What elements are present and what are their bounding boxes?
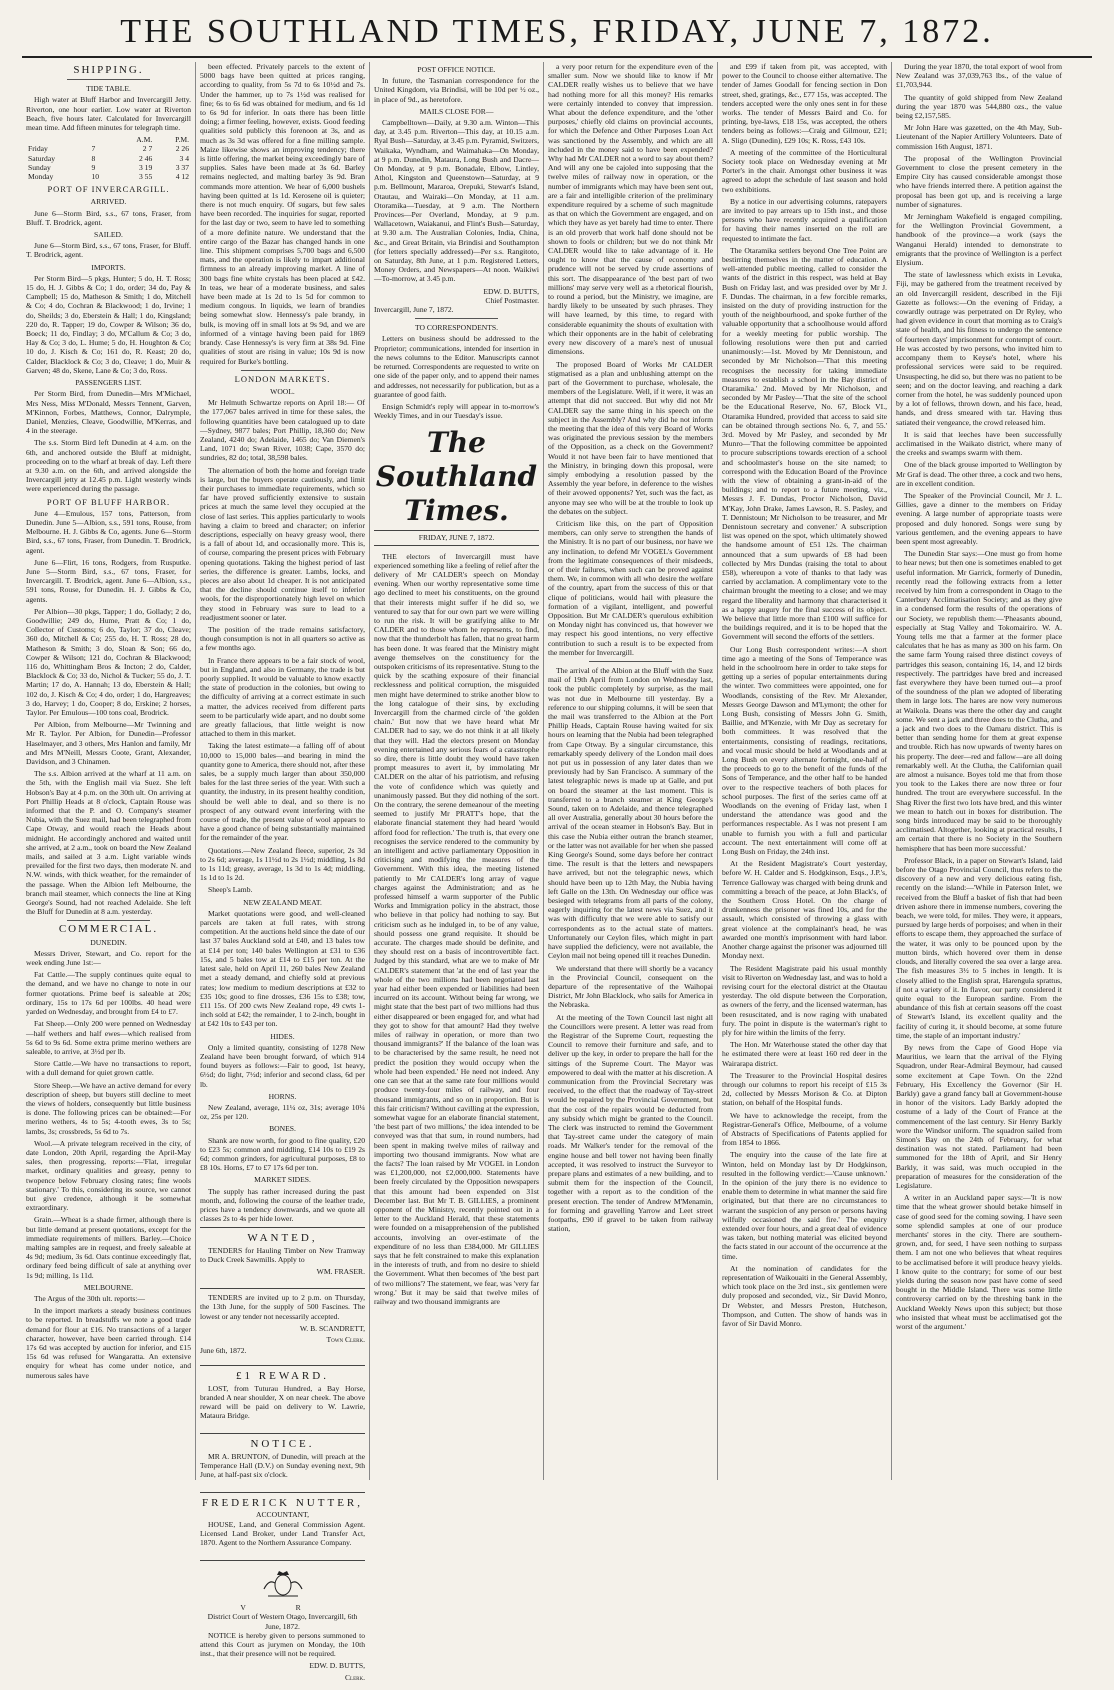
correspondents-heading: TO CORRESPONDENTS. xyxy=(415,323,498,333)
news-otaramika-school: The Otaramika settlers beyond One Tree Point are bestirring themselves in the matter of education. A well-attended public meeting, called to consider the wants of the district in this respect, was held at Bay Bush on Friday last, and was presided over by Mr J. F. Dundas. The chairman, in a few forcible remarks, insisted on the duty of providing instruction for the youth of the neighbourhood, and spoke further of the valuable opportunity that a schoolhouse would afford for a weekly meeting for public worship. The following resolutions were then put and carried unanimously:—1st. Moved by Mr Dennistoun, and seconded by Mr Nicholson—'That this meeting recognises the necessity for taking immediate measures to establish a school in the Bay district of Otaramika.' 2nd. Moved by Mr Nicholson, and seconded by Mr Pasley—'That the site of the school be the Educational Reserve, No. 67, Block VI., Otaramika Hundred, provided that access to said site can be obtained through sections No. 6, 7, and 55.' 3rd. Moved by Mr Pasley, and seconded by Mr Munro—'That the following committee be appointed to procure subscriptions towards erection of a school and schoolmaster's house on the site named; to correspond with the Education Board of the Province with the view of obtaining a grant-in-aid of the buildings; and to report to a future meeting, viz., Messrs J. F. Dundas, Proctor Nicholson, David M'Kay, John Drake, James Lawson, R. S. Pasley, and T. Dennistoun; Mr Nicholson to be treasurer, and Mr Dennistoun secretary and convener.' A subscription list was opened on the spot, which ultimately showed the handsome amount of £51 12s. The chairman announced that a sum upwards of £8 had been collected by Mrs Dundas (raising the total to about £58), whereupon a vote of thanks to that lady was carried by acclamation. A complimentary vote to the chairman brought the meeting to a close; and we may regard the liberality and harmony that characterised it as a happy augury for the final success of its object. We believe that little more than £100 will suffice for the buildings required, and it is to be hoped that the Government will second the efforts of the settlers. xyxy=(722,245,887,642)
news-red-deer: The Hon. Mr Waterhouse stated the other day that he estimated there were at least 160 red deer in the Wairarapa district. xyxy=(722,1040,887,1068)
ad-reward xyxy=(200,1365,365,1429)
tide-intro: High water at Bluff Harbor and Invercargill Jetty. Riverton, one hour earlier. Low water at Riverton Beach, five hours later. Calculated for Invercargill mean time. Add fifteen minutes for telegraph time. xyxy=(26,95,191,133)
tide-header-row xyxy=(26,135,191,144)
ad-court-signature: EDW. D. BUTTS, xyxy=(309,1661,365,1671)
inv-sailed: June 6—Storm Bird, s.s., 67 tons, Fraser, for Bluff. T. Brodrick, agent. xyxy=(26,241,191,260)
masthead-rule xyxy=(22,56,1092,58)
ad-notice xyxy=(200,1433,365,1488)
london-text-4: In France there appears to be a fair stock of wool, but in England, and also in Germany, the trade is but poorly supplied. It would be valuable to know exactly the state of production in the colonies, but owing to the difficulty of arriving at a correct estimate in such a matter, the advices received from different parts seem to be particularly wide apart, and no doubt some are greatly fallacious, that little weight is now attached to them in this market. xyxy=(200,655,365,739)
ad-wanted-signature: WM. FRASER. xyxy=(316,1266,365,1276)
commercial-heading: COMMERCIAL. xyxy=(58,923,159,936)
post-office-text: In future, the Tasmanian correspondence for the United Kingdom, via Brindisi, will be 10d per ½ oz., in place of 9d., as heretofore. xyxy=(374,76,539,104)
horns-heading: HORNS. xyxy=(268,1091,297,1101)
tide-row xyxy=(26,144,191,153)
tide-pm: 3 4 xyxy=(179,153,189,163)
tide-date: 8 xyxy=(91,153,96,163)
royal-crest-icon xyxy=(200,1569,365,1599)
tide-date: 9 xyxy=(91,162,96,172)
fat-cattle: Fat Cattle.—The supply continues quite equal to the demand, and we have no change to note in our former quotations. Prime beef is saleable at 20s; ordinary, 15s to 17s 6d per 100lbs. 40 head were yarded on Wednesday, and brought from £4 to £7. xyxy=(26,970,191,1017)
post-signature: EDW. D. BUTTS, xyxy=(483,286,539,296)
inv-passengers: Per Storm Bird, from Dunedin—Mrs M'Michael, Mrs Ness, Miss M'Donald, Messrs Tennent, Garven, M'Kinnon, Forbes, Matthews, Connor, Dalrymple, Daniel, Menzies, Cleave, Goodwillie, M'Kerras, and 4 in the steerage. xyxy=(26,389,191,436)
ad-wanted-title: WANTED, xyxy=(247,1232,318,1245)
tide-col-day xyxy=(26,135,89,144)
post-office-heading: POST OFFICE NOTICE. xyxy=(417,65,496,74)
ad-nutter xyxy=(200,1492,365,1556)
wool-heading: WOOL. xyxy=(270,386,295,396)
news-waikouaiti: At the nomination of candidates for the representation of Waikouaiti in the General Assembly, which took place on the 3rd inst., six gentlemen were duly proposed and seconded, viz., Sir David Monro, Dr Webster, and Messrs Preston, Hutcheson, Thompson, and Cutten. The show of hands was in favor of Sir David Monro. xyxy=(722,1263,887,1329)
ad-reward-title: £1 REWARD. xyxy=(236,1370,329,1383)
leader-conclusion: Criticism like this, on the part of Opposition members, can only serve to strengthen the hands of the Ministry. It is no part of our business, nor have we any inclination, to defend Mr VOGEL's Government from the legitimate consequences of their misdeeds, or of their failures, when such can be proved against them. We, in common with all who desire the welfare of the country, apart from the success of this or that clique of politicians, would hail with pleasure the formation of a vigilant, intelligent, and powerful Opposition. But Mr CALDER's querulous exhibition on Monday night has convinced us, that however we may respect his good intentions, no very effective contribution to such a result is to be expected from the member for Invercargill. xyxy=(548,518,713,657)
masthead: THE SOUTHLAND TIMES, FRIDAY, JUNE 7, 1872. xyxy=(120,13,994,50)
tide-row xyxy=(26,154,191,163)
inv-note: The s.s. Storm Bird left Dunedin at 4 a.m. on the 6th, and anchored outside the Bluff at midnight, proceeding on to the wharf at break of day. Left there at 9.30 a.m. on the 6th, and arrived alongside the Invercargill jetty at 12.45 p.m. Light westerly winds were experienced during the passage. xyxy=(26,438,191,494)
news-cape: By news from the Cape of Good Hope via Mauritius, we learn that the arrival of the Flying Squadron, under Rear-Admiral Beymour, had caused some excitement at Cape Town. On the 22nd February, His Excellency the Governor (Sir H. Barkly) gave a grand fancy ball at Government-house in honor of the visitors. Lady Barkly adopted the costume of a lady of the Court of France at the commencement of the last century. Sir Henry Barkly wore the Windsor uniform. The squadron sailed from Simon's Bay on the 24th of February, for what destination was not stated. Parliament had been summoned for the 18th of April, and Sir Henry Barkly, it was said, was much occupied in the preparation of measures for the consideration of the Legislature. xyxy=(896,1042,1062,1190)
news-horticultural: A meeting of the committee of the Horticultural Society took place on Wednesday evening at Mr Porter's in the chair. Amongst other business it was agreed to adopt the schedule of last season and hold two exhibitions. xyxy=(722,147,887,194)
crest-graphic xyxy=(260,1569,306,1599)
mails-text: Campbelltown—Daily, at 9.30 a.m. Winton—This day, at 3.45 p.m. Riverton—This day, at 10.15 a.m. Ryal Bush—Saturday, at 3.45 p.m. Pyramid, Switzers, Waikaka, Wyndham, and Waimahaka—On Monday, at 9 p.m. Dunedin, Mataura, Long Bush and Dacre—On Monday, at 9 p.m. Bonadale, Elbow, Lintley, Athol, Kingston and Queenstown—Saturday, at 9 p.m. Bellmount, Mararoa, Orepuki, Stewart's Island, Otautau, and Wairaki—On Monday, at 11 a.m. Otoramika—Tuesday, at 9 a.m. The Northern Provinces—Per Overland, Monday, at 9 p.m. Wallacetown, Waiakanui, and Flint's Bush—Saturday, at 9.30 a.m. The Australian Colonies, India, China, &c., and Great Britain, via Brindisi and Southampton (for letters specially addressed)—Per s.s. Rangitoto, on Saturday, 8th June, at 1 p.m. Registered Letters, Money Orders, and Newspapers—At noon. Waikiwi—To-morrow, at 3.45 p.m. xyxy=(374,118,539,284)
news-speaker-dinner: The Speaker of the Provincial Council, Mr J. L. Gillies, gave a dinner to the members on Friday evening. A large number of appropriate toasts were proposed and duly honored. Songs were sung by various gentlemen, and the evening appears to have been spent most agreeably. xyxy=(896,490,1062,546)
leader-continued: a very poor return for the expenditure even of the smaller sum. Now we should like to know if Mr CALDER really wishes us to believe that we have had nothing more for all this money? His remarks were certainly intended to convey that impression. What about the defence expenditure, and the 'other purposes,' chiefly old claims on provincial accounts, for which the Defence and Other Purposes Loan Act was sanctioned by the Assembly, and which are all included in the money said to have been expended? Why had Mr CALDER not a word to say about them? And will any one be cajoled into supposing that the twelve miles of railway now in operation, or the number of immigrants which may have been sent out, are a fair and intelligible criterion of the preliminary expenditure required by a scheme of such magnitude as that on which the Government are engaged, and on which they have as yet barely had time to enter. There is an old proverb that work half done should not be shown to fools or children; but we do not think Mr CALDER would like to take advantage of it. He ought to know that the cause of economy and prudence will not be served by crude assertions of this sort. The disappearance of 'the best part of two millions' may serve very well as a rhetorical flourish, to round a period, but the Ministry, we imagine, are hardly likely to be unseated by such phrases. They will have learned, by this time, to regard with considerable equanimity the shouts of exultation with which their opponents are in the habit of celebrating every new discovery of a mare's nest of unusual dimensions. xyxy=(548,62,713,357)
hides-text: Only a limited quantity, consisting of 1278 New Zealand have been brought forward, of which 914 found buyers as follows:—Fair to good, 1st heavy, 6½d; do light, 7½d; inferior and second class, 6d per lb. xyxy=(200,1042,365,1089)
tide-col-date xyxy=(89,135,113,144)
tide-col-am: A.M. xyxy=(136,135,153,145)
tide-col-pm: P.M. xyxy=(175,135,189,145)
tide-pm: 4 12 xyxy=(175,172,189,182)
news-albion-mail: The arrival of the Albion at the Bluff with the Suez mail of 19th April from London on Wednesday last, took the public completely by surprise, as the mail was not due in Melbourne till yesterday. By a reference to our shipping columns, it will be seen that the mail was transferred to the Albion at the Port Phillip Heads, Captain Rouse having waited for six hours on learning that the Nubia had been telegraphed from Cape Otway. By a singular circumstance, this remarkably speedy delivery of the London mail does not put us in possession of any later dates than we previously had by San Francisco. A summary of the latest telegraphic news is made up at Galle, and put on board the steamer at the last moment. This is transferred to a branch steamer at King George's Sound, taken on to Adelaide, and thence telegraphed all over Australia, generally about 30 hours before the arrival of the ocean steamer in Hobson's Bay. But in this case the Nubia either outran the branch steamer, or the latter was not available for her when she passed King George's Sound, some days before her contract time. The result is that the letters and newspapers have arrived, but not the telegraphic news, which should have been up to 12th May, the Nubia having left Galle on the 13th. On Wednesday our office was besieged with telegrams from all parts of the colony, eagerly inquiring for the latest news via Suez, and it was with difficulty that we were able to satisfy our correspondents as to the actual state of matters. Unfortunately our Ceylon files, which might in part have supplied the deficiency, were not available, the Ceylon mail not being opened till it reaches Dunedin. xyxy=(548,666,713,961)
sailed-label: SAILED. xyxy=(94,230,123,240)
news-long-bush: Our Long Bush correspondent writes:—A short time ago a meeting of the Sons of Temperance was held in the schoolroom here in order to take steps for getting up a series of popular entertainments during the winter. Two committees were appointed, one for Woodlands, consisting of the Rev. Mr Alexander, Messrs George Dawson and M'Lymont; the other for Long Bush, consisting of Messrs John G. Smith, Baillie, and M'Kenzie, with Mr Day as secretary for both committees. It was resolved that the entertainments, consisting of readings, recitations, and vocal music should be held at Woodlands and at Long Bush on every alternate fortnight, one-half of the proceeds to go to the benefit of the funds of the Sons of Temperance, and the other half to be handed over to the respective teachers of both places for school purposes. The first of the series came off at Woodlands on the evening of Friday last, when I understand the attendance was good and the performances respectable. As I was not present I am unable to furnish you with a full and particular account. The next entertainment will come off at Long Bush on Friday, the 24th inst. xyxy=(722,644,887,857)
melbourne-text: In the import markets a steady business continues to be reported. In breadstuffs we note a good trade demand for flour at £16. No transactions of a larger character, however, have been carried through. £14 17s 6d was accepted by auction for inferior, and £15 15s 6d was refused for Wangaratta. An extensive enquiry for wheat has come under notice, and numerous sales have xyxy=(26,1306,191,1380)
news-council-tenders: and £99 if taken from pit, was accepted, with power to the Council to choose either alternative. The tender of James Goodall for fencing section in Don street, shed, gratings, &c., £77 15s, was accepted. The tenders accepted were the only ones sent in for these works. The tender of Messrs Baird and Co. for printing, bye-laws, £18 15s, was accepted, the others tenders being as follows:—Craig and Gilmour, £21; A. Sligo (Dunedin), £29 10s; K. Ross, £43 10s. xyxy=(722,62,887,145)
news-grouse: One of the black grouse imported to Wellington by Mr Graf is dead. The other three, a cock and two hens, are in excellent condition. xyxy=(896,460,1062,488)
port-invercargill-heading: PORT OF INVERCARGILL. xyxy=(47,184,170,195)
bluff-imports: Per Albion—30 pkgs, Tapper; 1 do, Gollady; 2 do, Goodwillie; 249 do, Hume, Pratt & Co; 1 do, Collector of Customs; 6 do, Taylor; 37 do, Cleave; 360 do, Mitchell & Co; 255 do, H. T. Ross; 28 do, Matheson & Smith; 3 do, Sloan & Son; 66 do, Cowper & Wilson; 121 do, Cochran & Blackwood; 116 do, Whittingham Bros & Incton; 2 do, Calder, Blacklock & Co; 33 do, Nichol & Tucker; 55 do, J. T. Martin; 17 do, A. Hannah; 13 do, Eberstein & Hall; 102 do, J. Kisch & Co; 4 do, order; 1 do, Hargreaves; 3 do, Harvey; 1 do, Cooper; 8 do, Erskine; 2 horses, Taylor. Per Emulous—100 tons coal, Brodrick. xyxy=(26,606,191,717)
imports-label: IMPORTS. xyxy=(91,262,126,272)
ad-reward-text: LOST, from Tuturau Hundred, a Bay Horse, branded A near shoulder, X on near cheek. The above reward will be paid on delivery to W. Lawrie, Mataura Bridge. xyxy=(200,1383,365,1421)
fat-sheep: Fat Sheep.—Only 200 were penned on Wednesday—half wethers and half ewes—which realised from 5s 6d to 9s 6d. Some extra prime merino wethers are saleable, to arrive, at 3½d per lb. xyxy=(26,1019,191,1056)
melbourne-continued: been effected. Privately parcels to the extent of 5000 bags have been quitted at prices ranging, according to quality, from 5s 7d to 6s 10½d and 7s. Under the hammer, up to 7s 1½d was realised for fine; 6s to 6s 6d was obtained for medium, and 6s 1d to 6s 9d for inferior. In oats there has been little doing; a firmer feeling, however, exists. Good feeding qualities sold publicly this forenoon at 3s, and as much as 3s 3d was offered for a fine milling sample. Maize likewise shows an improving tendency; there is little offering, the market being exceedingly bare of supplies. Sales have been made at 3s 6d. Barley remains neglected, and malting barley 3s 9d. Bran commands more attention. We hear of 6,000 bushels having been quitted at 1s 1d. Kerosene oil is quieter; there is not much enquiry. Of sugars, but few sales have been recorded. The inquiries for sugar, reported for the last day or two, seem to have led to something of a more definite nature. We understand that the entire cargo of the Bazar has changed hands in one line. This shipment comprises 5,700 bags and 6,500 mats, and the operation is likely to impart additional firmness to an already improving market. A line of 300 bags fine white crystals has been placed at £42. In teas, we hear of a moderate business, and sales have been made at 1s 2d to 1s 5d for common to medium congous. In liquids, we learn of brandies being somewhat slow. Hennessy's pale brandy, in bulk, is moving off in small lots at 9s 9d, and we are informed of a vintage having been paid for 1869 brandy. Case Hennessy's is very firm at 38s 9d. Fine qualities of stout are rising in value; 10s 9d is now required for Burke's bottling. xyxy=(200,62,365,366)
bluff-note: The s.s. Albion arrived at the wharf at 11 a.m. on the 5th, with the English mail via Suez. She left Hobson's Bay at 4 p.m. on the 30th ult. On arriving at Port Phillip Heads at 8 o'clock, Captain Rouse was informed that the P. and O. Company's steamer Nubia, with the Suez mail, had been telegraphed from Cape Otway, and would reach the Heads about midnight. He accordingly anchored and waited until she arrived, at 2 a.m., took on board the New Zealand mails, and sailed at 3 a.m. Light variable winds prevailed for the first two days, then moderate N. and N.W. winds, with thick weather, for the remainder of the passage. When the Albion left Melbourne, the branch mail steamer, which connects the line at King George's Sound, had not reached Adelaide. She left the Bluff for Dunedin at 8 a.m. yesterday. xyxy=(26,769,191,917)
tide-pm: 2 26 xyxy=(175,144,189,154)
news-wheat: A writer in an Auckland paper says:—'It is now time that the wheat grower should betake himself in case of good seed for the coming sowing. I have seen some splendid samples at one of our produce merchants' stores in the city. There are southern-grown, and, for seed, I have seen nothing to surpass them. I am not one who believes that wheat requires to be acclimatised before it will produce heavy yields. I know quite to the contrary; for some of our best yields during the season now past have come of seed bought in the Middle Island. There was some little controversy carried on by the threshing bank in the Auckland Weekly News upon this subject; but those who insisted that wheat must be acclimatised got the worst of the argument.' xyxy=(896,1193,1062,1332)
bluff-passengers: Per Albion, from Melbourne—Mr Twinning and Mr R. Taylor. Per Albion, for Dunedin—Professor Haselmayer, and 3 others, Mrs Hanlon and family, Mr and Mrs M'Neill, Messrs Coote, Grant, Alexander, Davidson, and 3 Chinamen. xyxy=(26,720,191,767)
crest-letters: V R xyxy=(240,1603,325,1613)
dunedin-report: Messrs Driver, Stewart, and Co. report for the week ending June 1st:— xyxy=(26,948,191,968)
post-signature-title: Chief Postmaster. xyxy=(485,295,539,305)
correspondents-text: Letters on business should be addressed to the Proprietor; communications, intended for insertion in the news columns to the Editor. Manuscripts cannot be returned. Correspondents are requested to write on one side of the paper only, and to append their names and addresses, not necessarily for publication, but as a guarantee of good faith. xyxy=(374,334,539,399)
passengers-label: PASSENGERS LIST. xyxy=(75,378,142,388)
tide-date: 7 xyxy=(91,144,96,154)
ad-tenders xyxy=(200,1288,365,1361)
ad-tenders-text: TENDERS are invited up to 2 p.m. on Thursday, the 13th June, for the supply of 500 Fascines. The lowest or any tender not necessarily accepted. xyxy=(200,1293,365,1321)
tide-day: Saturday xyxy=(28,153,55,163)
arrived-label: ARRIVED. xyxy=(90,197,127,207)
market-sides-text: The supply has rather increased during the past month, and, following the course of the leather trade, prices have a tendency downwards, and we quote all classes 2s to 4s per hide lower. xyxy=(200,1186,365,1224)
dunedin-heading: DUNEDIN. xyxy=(90,937,127,947)
london-markets-heading: LONDON MARKETS. xyxy=(234,373,331,384)
inv-imports: Per Storm Bird—5 pkgs, Hunter; 5 do, H. T. Ross; 15 do, H. J. Gibbs & Co; 1 do, order; 34 do, Pay & Campbell; 15 do, Matheson & Smith; 1 do, Mitchell & Co; 4 do, Cochran & Blackwood; 1 do, Irvine; 1 do, Sheilds; 3 do, Eberstein & Hall; 1 do, Kingsland; 220 do, R. Tapper; 19 do, Cowper & Wilson; 36 do, Boeck; 11 do, Findlay; 3 do, M'Callum & Co; 3 do, Hay & Co; 3 do, L. Hume; 5 do, H. Houghton & Co; 10 do, J. Kisch & Co; 161 do, R. Keast; 20 do, Calder, Blacklock & Co; 3 do, Cleave; 1 do, Muir & Garven; 48 do, Skene, Lane & Co; 3 do, Ross. xyxy=(26,273,191,375)
news-riverton: The Resident Magistrate paid his usual monthly visit to Riverton on Wednesday last, and was to hold a revising court for the electoral district at the Otautau yesterday. The old dispute between the Corporation, as owners of the ferry, and the licensed waterman, has been resuscitated, and is now raging with unabated fury. The point in dispute is the waterman's right to ply for hire within the limits of the ferry. xyxy=(722,963,887,1037)
news-cemetery: The proposal of the Wellington Provincial Government to close the present cemetery in the Empire City has caused considerable amongst those who have friends interred there. A petition against the proposal has been got up, and is receiving a large number of signatures. xyxy=(896,153,1062,209)
column-1 xyxy=(22,62,196,1480)
tide-row xyxy=(26,172,191,181)
news-wool-export: During the year 1870, the total export of wool from New Zealand was 37,039,763 lbs., of the value of £1,703,944. xyxy=(896,62,1062,90)
news-gazette: Mr John Hare was gazetted, on the 4th May, Sub-Lieutenant of the Napier Artillery Volunteers. Date of commission 16th August, 1871. xyxy=(896,123,1062,151)
tide-day: Friday xyxy=(28,144,48,154)
london-text-2: The alternation of both the home and foreign trade is large, but the buyers operate cautiously, and limit their purchases to immediate requirements, which so far have proved sufficiently extensive to sustain prices at much the same level they occupied at the close of last series. This applies particularly to wools having a claim to breed and character; on inferior descriptions, especially on heavy greasy wool, there is a fall of about 1d, and occasionally more. This is, of course, comparing the present prices with February opening quotations. Taking the highest period of last series, the difference is greater. Lambs, locks, and pieces are also about 1d cheaper. It is not anticipated that the decline should continue itself to inferior wools, for the disproportionately high level on which they stood in February was sure to lead to a readjustment sooner or later. xyxy=(200,465,365,622)
news-fiji: The state of lawlessness which exists in Levuka, Fiji, may be gathered from the treatment received by an old Invercargill resident, described in the Fiji Gazette as follows:—On the evening of Friday, a cowardly outrage was perpetrated on Dr Ryley, who had given evidence in court that morning as to Craig's state of health, and his fitness to undergo the sentence of fourteen days' imprisonment for contempt of court. He was accosted by two persons, who invited him to accompany them to Keyse's hotel, where his professional services were said to be required. Unsuspecting, he did so, but there was no patient to be seen; and on the doctor leaving, and reaching a dark corner from the hotel, he was suddenly pounced upon by a lot of fellows, thrown down, and his face, head, hands, and dress smeared with tar. Having thus satiated their vengeance, the crowd released him. xyxy=(896,270,1062,427)
bluff-sailed: June 6—Flirt, 16 tons, Rodgers, from Rusputke. June 5—Storm Bird, s.s., 67 tons, Fraser, for Invercargill. T. Brodrick, agent. June 6—Albion, s.s., 591 tons, Rouse, for Dunedin. H. J. Gibbs & Co, agents. xyxy=(26,557,191,604)
tide-am: 2 7 xyxy=(142,144,153,154)
london-text-5: Taking the latest estimate—a falling off of about 10,000 to 15,000 bales—and bearing in mind the quantity gone to America, there should not, after these sales, be a supply much larger than about 350,000 bales for the last three series of the year. With such a quantity, the industry, in its present healthy condition, should be well able to deal, and so there is no prospect of any outward event interfering with the course of trade, the present value of wool appears to have a good chance of being substantially maintained for the remainder of the year. xyxy=(200,741,365,843)
column-3 xyxy=(370,62,544,1480)
news-patents: We have to acknowledge the receipt, from the Registrar-General's Office, Melbourne, of a volume of Abstracts of Specifications of Patents applied for from 1854 to 1866. xyxy=(722,1110,887,1148)
news-acclimatisation: The Dunedin Star says:—One must go from home to hear news; but then one is sometimes enabled to get useful information. Mr Garrick, formerly of Dunedin, recently read the following extracts from a letter received by him from a correspondent in Otago to the Canterbury Acclimatisation Society; and as they give in a condensed form the results of the operations of our Society, we republish them:—'Pheasants abound, especially at Stag Valley and Tokomairiro. W. A. Young tells me that a farmer at the former place calculates that he has as many as 300 on his farm. On the same farm Young raised three distinct coveys of partridges this season, containing 16, 14, and 12 birds respectively. The partridges have bred and increased fast everywhere they have been turned out—a proof of the soundness of the plan we adopted of liberating them in large lots. The hares are now very numerous at Waikola. Deans was there the other day and caught some. We sent a jack and three does to the Clutha, and a jack and two does to the Oamaru district. This is better than sending home for them at great expense and trouble. Rich has now upwards of twenty hares on his property. The deer—red and fallow—are all doing remarkably well. At the Clutha, the Californian quail are almost a nuisance. Boyes told me that from those you took to the Lakes there are now three or four hundred. The trout are everywhere successful. In the Shag River the first two lots have bred, and this winter we mean to hatch out in boxes for distribution. The song birds introduced may be said to be thoroughly acclimatised. Altogether, looking at practical results, I am certain that there is no Society in the Southern hemisphere that has been more successful.' xyxy=(896,549,1062,853)
news-town-council: At the meeting of the Town Council last night all the Councillors were present. A letter was read from the Registrar of the Supreme Court, requesting the Council to remove their furniture and safe, and to deliver up the key, in order to prepare the hall for the sittings of the Supreme Court. The Mayor was empowered to deal with the matter at his discretion. A communication from the Provincial Secretary was received, to the effect that the roadway of Tay-street would be repaired by the Provincial Government, but that the cost of the repairs would be deducted from any subsidy which might be granted to the Council. The clerk was instructed to remind the Government that Tay-street came under the category of main roads. Mr Walker's tender for the removal of the engine house and bell tower not having been finally accepted, it was resolved to instruct the Surveyor to prepare plans and estimates of a new building, and to submit them for the inspection of the Council, together with a report as to the condition of the present erection. The tender of Andrew M'Menamin, for forming and gravelling Yarrow and Leet street footpaths, £90 if gravel to be taken from railway station, xyxy=(548,1012,713,1234)
quotations: Quotations.—New Zealand fleece, superior, 2s 3d to 2s 6d; average, 1s 11½d to 2s 1½d; middling, 1s 8d to 1s 11d; greasy, average, 1s 3d to 1s 4d; middling, 1s 1d to 1s 2d. xyxy=(200,845,365,883)
tide-table-heading: TIDE TABLE. xyxy=(86,84,131,94)
divider xyxy=(67,920,150,921)
melbourne-intro: The Argus of the 30th ult. reports:— xyxy=(34,1293,146,1303)
news-leeches: It is said that leeches have been successfully acclimatised in the Waikato district, where many of the creeks and swamps swarm with them. xyxy=(896,429,1062,458)
bones-heading: BONES. xyxy=(269,1124,296,1134)
bluff-arrived: June 4—Emulous, 157 tons, Patterson, from Dunedin. June 5—Albion, s.s., 591 tons, Rouse, from Melbourne. H. J. Gibbs & Co, agents. June 6—Storm Bird, s.s., 67 tons, Fraser, from Dunedin. T. Brodrick, agent. xyxy=(26,508,191,555)
port-bluff-heading: PORT OF BLUFF HARBOR. xyxy=(46,496,171,507)
news-stewart-island: Professor Black, in a paper on Stewart's Island, laid before the Otago Provincial Council, thus refers to the discovery of a new and very delicious eating fish, recently on the island:—'While in Paterson Inlet, we received from the Bluff a basket of fish that had been driven ashore there in immense numbers, covering the beach, we were told, for miles. They were, it appears, pursued by large herds of porpoises; and when in their efforts to escape them, they approached the surface of the water, it was only to be pounced upon by the mutton birds, which hovered over them in dense clouds, and literally covered the sea over a large area. The fish measures 3½ to 5 inches in length. It is closely allied to the English sprat, Harengula sprattus, if not a variety of it. In flavor, our party considered it quite equal to the European sardine. From the abundance of this fish at certain seasons off the coast of Stewart's Island, its excellent quality and the facility of curing it, it should become, at some future time, the staple of an important industry.' xyxy=(896,855,1062,1040)
tide-am: 2 46 xyxy=(138,153,153,163)
correspondents-text-2: Ensign Schmidt's reply will appear in to-morrow's Weekly Times, and in our Tuesday's issue. xyxy=(374,401,539,421)
tide-am: 3 19 xyxy=(138,162,153,172)
column-4 xyxy=(544,62,718,1480)
london-text-3: The position of the trade remains satisfactory, though consumption is not in all quarters so active as a few months ago. xyxy=(200,624,365,653)
dateline: FRIDAY, JUNE 7, 1872. xyxy=(374,530,539,545)
ad-wanted xyxy=(200,1227,365,1284)
news-winton-fire: The enquiry into the cause of the late fire at Winton, held on Monday last by Dr Hodgkinson, resulted in the following verdict:—'Cause unknown.' In the opinion of the jury there is no evidence to enable them to determine in what manner the said fire originated, but that there are no circumstances to warrant the suspicion of any person or persons having wilfully occasioned the said fire.' The enquiry extended over four hours, and a great deal of evidence was taken, but nothing material was elicited beyond the facts stated in our account of the occurrence at the time. xyxy=(722,1150,887,1261)
column-5 xyxy=(718,62,892,1480)
grain-report: Grain.—Wheat is a shade firmer, although there is but little demand at present quotations, except for the immediate requirements of millers. Barley.—Choice malting samples are in request, and freely saleable at 4s 9d; medium, 3s 6d. Oats continue exceedingly flat, ordinary feed being difficult of sale at anything over 1s 9d; milling, 1s 11d. xyxy=(26,1215,191,1280)
wool-report: Wool.—A private telegram received in the city, of date London, 20th April, regarding the April-May sales, then progressing, reports:—'Flat, irregular market, ordinary qualities and greasy, penny to twopence below February closing rates; fine wools stationary.' To this, considering its source, we cannot but give credence, although it be somewhat extraordinary. xyxy=(26,1138,191,1213)
ad-tenders-signature: W. B. SCANDRETT, xyxy=(299,1323,365,1333)
news-hospital: The Treasurer to the Provincial Hospital desires through our columns to report his receipt of £15 3s 2d, collected by Messrs Morison & Co. at Dipton station, on behalf of the Hospital funds. xyxy=(722,1070,887,1108)
tide-table xyxy=(26,135,191,181)
ad-nutter-text: HOUSE, Land, and General Commission Agent. Licensed Land Broker, under Land Transfer Act, 1870. Agent to the Northern Assurance Company. xyxy=(200,1519,365,1548)
ad-notice-text: MR A. BRUNTON, of Dunedin, will preach at the Temperance Hall (D.V.) on Sunday evening next, 9th June, at half-past six o'clock. xyxy=(200,1451,365,1480)
tide-day: Monday xyxy=(28,172,54,182)
news-ratepayers: By a notice in our advertising columns, ratepayers are invited to pay arrears up to 15th inst., and those persons who have recently acquired a qualification for having their names inserted on the roll are requested to intimate the fact. xyxy=(722,196,887,243)
ad-court-heading: District Court of Western Otago, Invercargill, 6th June, 1872. xyxy=(207,1612,358,1631)
news-vacancy: We understand that there will shortly be a vacancy in the Provincial Council, consequent on the departure of the representative of the Waihopai District, Mr John Blacklock, who sails for America in the Nebraska. xyxy=(548,963,713,1010)
divider xyxy=(589,661,672,662)
ad-nutter-subtitle: ACCOUNTANT, xyxy=(255,1510,310,1520)
leader-board-of-works: The proposed Board of Works Mr CALDER stigmatised as a plan and unblushing attempt on the part of the Government to purchase, wholesale, the members of the Legislature. Well, if it were, it was an attempt that did not succeed. But why did not Mr CALDER say the same thing in his speech on the subject in the Assembly? And why did he not inform the meeting that the idea of this very Board of Works was originated the previous session by the members of the Opposition, as a check on the Government? Would it not have been fair to have mentioned that the Ministry, in bringing down this proposal, were simply embodying a resolution passed by the Assembly the year before, in deference to the wishes of their avowed opponents? Yet, such was the fact, as anyone may see who will be at the trouble to look up the debates on the subject. xyxy=(548,359,713,516)
news-handbook: Mr Jerningham Wakefield is engaged compiling, for the Wellington Provincial Government, a handbook of the province—a work (says the Wanganui Herald) intended to demonstrate to emigrants that the province of Wellington is a perfect Elysium. xyxy=(896,212,1062,268)
leader-article: THE electors of Invercargill must have experienced something like a feeling of relief after the delivery of Mr CALDER's speech on Monday evening. When our worthy representative some time ago declined to meet his constituents, on the ground that their interests might suffer if he did so, we ventured to say that for our own part we were willing to run the risk. It will be gratifying alike to Mr CALDER and to those whom he represents, to find, now that the thunderbolt has fallen, that no great harm has been done. It was feared that the Ministry might avenge themselves on the constituency for the outspoken criticisms of its representative. Stung to the quick by the scathing exposure of their financial recklessness and political corruption, the misguided men might have determined to strike another blow to the long catalogue of their sins, by excluding Invercargill from the charmed circle of 'the golden chain.' But now that we have heard what Mr CALDER had to say, we do not think it at all likely that they will. Had the electors present on Monday evening entertained any serious fears of a catastrophe so dire, there is little doubt they would have taken prompt measures to avert it, by immolating Mr CALDER on the altar of his patriotism, and refusing the vote of confidence which was quietly and unanimously passed. But they did nothing of the sort. On the contrary, the serene demeanour of the meeting seemed to justify Mr PRATT's hope, that the elaborate financial statement they had heard 'would afford food for reflection.' The truth is, that every one recognises the service rendered to the community by an intelligent and active parliamentary Opposition in criticising and modifying the measures of the Government. With this idea, the meeting listened patiently to Mr CALDER's long array of vague charges against the Administration; and as he professed himself a warm supporter of the Public Works and Immigration policy in the abstract, those who believe in that policy had nothing to say. But criticism such as he indulged in, to be of any value, should possess one grand requisite. It should be accurate. The charges made should be definite, and they should rest on a basis of incontrovertible fact. Judged by this standard, what are we to make of Mr CALDER's statement that 'at the end of last year the whole of the two millions had been negotiated last year had either been expended or liabilities had been incurred on its account. Without being far wrong, we might state that the best part of two millions had thus either disappeared or been engaged for, and what had they got to show for that amount? Had they twelve miles of railway in operation, or more than two thousand immigrants?' If the balance of the loan was to be characterised by the same result, he need not predict the position they would occupy when the whole had been expended.' He need not indeed. Any one can see that at the same rate four millions would produce twenty-four miles of railway, and four thousand immigrants, and so on in proportion. But is this fair criticism? Without cavilling at the expression, somewhat vague for an elaborate financial statement, 'the best part of two millions,' the idea intended to be conveyed was that that sum, in round numbers, had been spent in making twelve miles of railway and importing two thousand immigrants. Now what are the facts? The loan raised by Mr VOGEL in London was £1,200,000, not £2,000,000. Statements have been freely circulated by the Opposition newspapers that this amount had been expended on 31st December last. But Mr T. B. GILLIES, a prominent opponent of the Ministry, recently pointed out in a letter to the Auckland Herald, that these statements were founded on a misapprehension of the published accounts, involving an over-estimate of the expenditure of no less than £384,000. Mr GILLIES says that he felt constrained to make this explanation in the interests of truth, and from no desire to shield the Government. What then becomes of 'the best part of two millions'? The statement, we fear, was 'very far wrong.' But it may be said that twelve miles of railway and two thousand immigrants are xyxy=(374,551,539,1306)
ad-nutter-title: FREDERICK NUTTER, xyxy=(202,1497,363,1510)
ad-court-text: NOTICE is hereby given to persons summoned to attend this Court as jurymen on Monday, the 10th inst., that their presence will not be required. xyxy=(200,1630,365,1659)
divider xyxy=(67,79,150,80)
quotations-2: Sheep's Lamb. xyxy=(208,885,253,895)
bones-text: Shank are now worth, for good to fine quality, £20 to £23 5s; common and middling, £14 10s to £19 2s 6d; common grinders, for agricultural purposes, £8 to £8 10s. Horns, £7 to £7 17s 6d per ton. xyxy=(200,1135,365,1173)
london-text: Mr Helmuth Schwartze reports on April 18:— Of the 177,067 bales arrived in time for these sales, the following quantities have been catalogued up to date—Sydney, 9877 bales; Port Phillip, 18,360 do; New Zealand, 4240 do; Adelaide, 1465 do; Van Diemen's Land, 1071 do; Swan River, 1038; Cape, 3570 do; sundries, 82 do; total, 38,598 bales. xyxy=(200,398,365,463)
tide-date: 10 xyxy=(91,172,100,182)
store-cattle: Store Cattle.—We have no transactions to report, with a dull demand for quiet grown cattle. xyxy=(26,1059,191,1078)
ad-tenders-date: June 6th, 1872. xyxy=(200,1346,247,1356)
columns xyxy=(22,62,1092,1682)
ad-court xyxy=(200,1560,365,1690)
tide-pm: 3 37 xyxy=(175,162,189,172)
shipping-heading: SHIPPING. xyxy=(73,64,144,76)
nz-meat-heading: NEW ZEALAND MEAT. xyxy=(243,897,322,907)
mails-heading: MAILS CLOSE FOR— xyxy=(419,106,494,116)
post-date: Invercargill, June 7, 1872. xyxy=(374,305,454,315)
store-sheep: Store Sheep.—We have an active demand for every description of sheep, but buyers still decline to meet the views of holders, consequently but little business is done. The following prices can be obtained:—For merino wethers, 4s to 5s; 4-tooth ewes, 3s to 5s; lambs, 3s; crossbreds, 5s 6d to 7s. xyxy=(26,1080,191,1136)
ad-tenders-signature-title: Town Clerk. xyxy=(326,1335,365,1344)
horns-text: New Zealand, average, 11¼ oz, 31s; average 10¼ oz, 25s per 120. xyxy=(200,1102,365,1122)
divider xyxy=(415,318,498,319)
tide-am: 3 55 xyxy=(138,172,153,182)
tide-day: Sunday xyxy=(28,162,51,172)
hides-heading: HIDES. xyxy=(270,1031,295,1041)
ad-wanted-text: TENDERS for Hauling Timber on New Tramway to Duck Creek Sawmills. Apply to xyxy=(200,1245,365,1264)
tide-row xyxy=(26,163,191,172)
news-gold-export: The quantity of gold shipped from New Zealand during the year 1870 was 544,880 ozs., the value being £2,157,585. xyxy=(896,92,1062,121)
paper-title: The Southland Times. xyxy=(375,426,538,528)
news-magistrate-court: At the Resident Magistrate's Court yesterday, before W. H. Calder and S. Hodgkinson, Esqs., J.P.'s, Terrence Galloway was charged with being drunk and committing a breach of the peace, at John Black's, of the Southern Cross Hotel. On the charge of drunkenness the prisoner was fined 10s, and for the assault, which consisted of throwing a glass with great violence at the complainant's head, he was awarded one month's imprisonment with hard labor. Another charge against the prisoner was adjourned till Monday next. xyxy=(722,859,887,961)
column-2 xyxy=(196,62,370,1682)
ad-court-signature-title: Clerk. xyxy=(344,1672,365,1682)
melbourne-heading: MELBOURNE. xyxy=(83,1282,134,1292)
nz-text: Market quotations were good, and well-cleaned parcels are taken at full rates, with strong competition. At the auctions held since the date of our last 37 bales Auckland sold at £40, and 13 bales tow at £14 per ton; 140 bales Wellington at £31 to £36 15s, and 5 bales tow at £14 to £15 per ton. At the latest sale, held on April 11, 260 bales New Zealand met a steady demand, and chiefly sold at previous rates; low medium to medium descriptions at £32 to £35 10s; good to fine drosses, £36 15s to £38; tow, £11 15s. Of 200 cwts New Zealand rope, 49 cwts 1-inch sold at £42; the remainder, 1 to 2-inch, bought in at £42 10s to £43 per ton. xyxy=(200,908,365,1029)
column-6 xyxy=(892,62,1066,1480)
inv-arrived: June 6—Storm Bird, s.s., 67 tons, Fraser, from Bluff. T. Brodrick, agent. xyxy=(26,208,191,227)
market-sides-heading: MARKET SIDES. xyxy=(254,1175,311,1185)
divider xyxy=(241,370,324,371)
ad-notice-title: NOTICE. xyxy=(250,1438,315,1451)
